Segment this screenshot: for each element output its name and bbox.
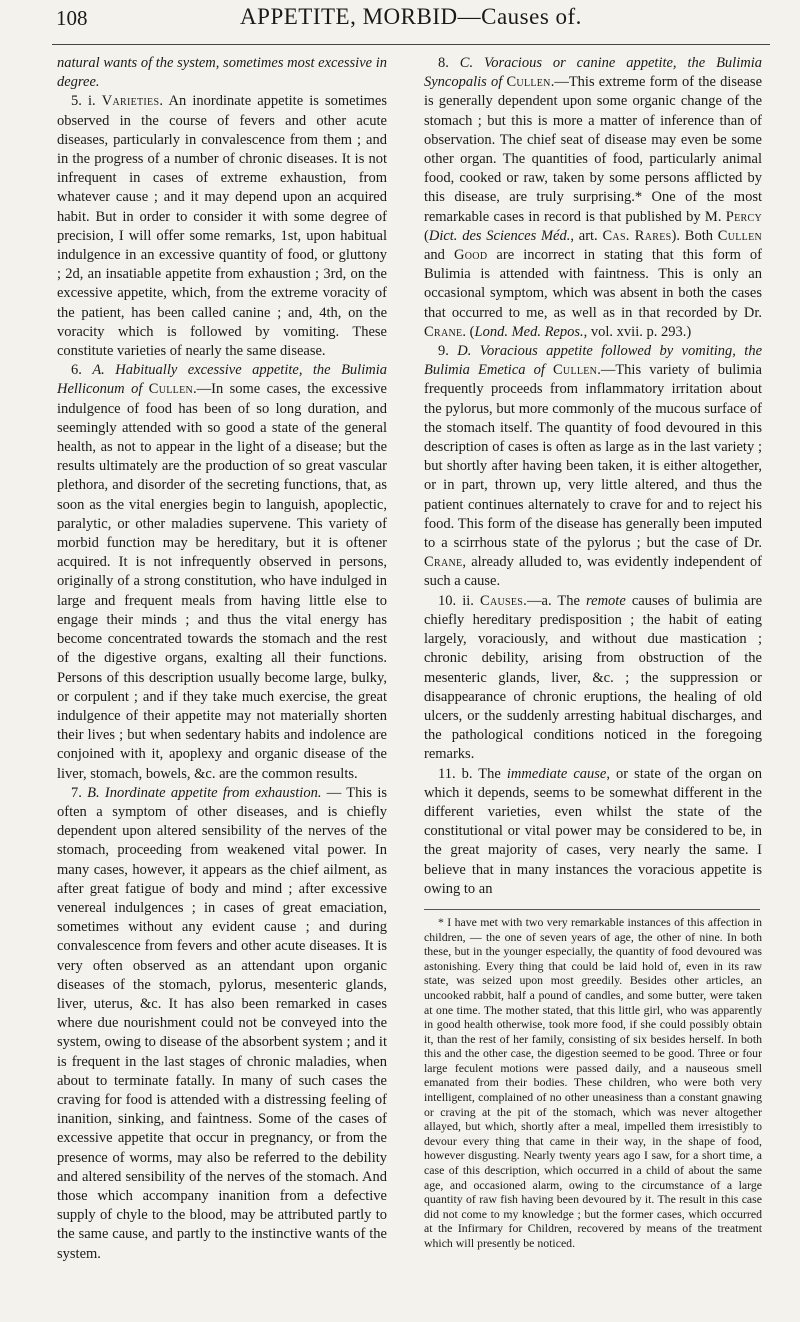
para-heading: C. Voracious or canine appetite, the Bulimia Syncopalis of <box>424 55 762 91</box>
author-name: Good <box>454 247 488 264</box>
para-heading: D. Voracious appetite followed by vomiting, the Bulimia Emetica of <box>424 343 763 379</box>
para-number: 9. <box>438 343 458 360</box>
page-number: 108 <box>56 6 88 30</box>
right-column <box>424 54 762 1251</box>
paragraph-5 <box>57 92 387 361</box>
paragraph-6 <box>57 361 387 783</box>
author-name: Cullen <box>148 381 194 398</box>
author-name: Cullen <box>506 74 551 91</box>
author-name: Cullen <box>552 362 598 379</box>
para-text: b. The <box>461 765 507 782</box>
para-text: —a. The <box>527 592 587 609</box>
para-number: 10. ii. <box>438 592 480 609</box>
author-name: Crane <box>424 323 463 340</box>
paragraph-9 <box>424 342 762 592</box>
paragraph-10 <box>424 592 762 765</box>
emphasis: immediate cause <box>506 765 607 782</box>
paragraph-7 <box>57 784 387 1264</box>
para-number: 5. i. <box>71 93 102 110</box>
author-name: Crane <box>424 554 463 571</box>
paragraph-11 <box>424 765 762 899</box>
section-lead: Varieties. <box>101 93 164 110</box>
para-text: , already alluded to, was evidently independent of such a cause. <box>424 554 762 590</box>
citation-text: , art. <box>570 227 603 244</box>
left-column <box>57 54 387 1264</box>
citation-article: Cas. Rares <box>602 227 672 244</box>
footnote-rule <box>424 909 760 910</box>
para-number: 7. <box>71 784 88 801</box>
citation-title: Lond. Med. Repos. <box>474 323 584 340</box>
para-text: .—This variety of bulimia frequently proceeds from inflammatory irritation about the pylorus, but more commonly of the mucous surface of the stomach itself. The quantity of food devoured in this description of cases is often as large as in the last variety ; but shortly after having been taken, it is either altogether, or in part, thrown up, very little altered, and thus the patient continues alternately to crave for and to reject his food. This form of the disease has generally been imputed to a scirrhous state of the pylorus ; but the case of Dr. <box>424 362 762 552</box>
para-text: .—This extreme form of the disease is generally dependent upon some organic change of the stomach ; but this is more a matter of inference than of observation. The chief seat of disease may even be some other organ. The quantities of food, particularly animal food, cooked or raw, taken by some persons afflicted by this disease, are truly surprising.* One of the most remarkable cases in record is that published by M. <box>424 74 762 225</box>
paragraph-intro <box>57 54 387 92</box>
para-number: 8. <box>438 55 460 71</box>
paragraph-8: 8. C. Voracious or canine appetite, the Bulimia Syncopalis of Cullen.—This extreme form of the disease is generally dependent upon some organic change of the stomach ; but this is more a matter of inference than of observation. The chief seat of disease may even be some other organ. The quantities of food, particularly animal food, cooked or raw, taken by some persons afflicted by this disease, are truly surprising.* One of the most remarkable cases in record is that published by M. Percy (Dict. des Sciences Méd., art. Cas. Rares). Both Cullen and Good are incorrect in stating that this form of Bulimia is attended with faintness. This is only an occasional symptom, which was absent in both the cases that occurred to me, as well as in that recorded by Dr. Crane. (Lond. Med. Repos., vol. xvii. p. 293.) <box>424 55 763 340</box>
para-text: — This is often a symptom of other diseases, and is chiefly dependent upon altered sensibility of the nerves of the stomach, proceeding from weakened vital power. In many cases, however, it appears as the chief ailment, as after great fatigue of body and mind ; after excessive venereal indulgences ; in cases of great emaciation, sometimes without any evident cause ; and during convalescence from fevers and other acute diseases. It is very often observed as an attendant upon organic diseases of the stomach, pylorus, mesenteric glands, liver, uterus, &c. It has also been remarked in cases where due nourishment could not be conveyed into the system, owing to disease of the absorbent system ; and it is frequent in the last stages of chronic maladies, when about to terminate fatally. In many of such cases the craving for food is attended with a distressing feeling of inanition, sinking, and faintness. Some of the cases of excessive appetite that occur in pregnancy, or from the presence of worms, may also be referred to the debility and altered sensibility of the nerves of the stomach. And those which accompany inanition from a defective supply of chyle to the blood, may be attributed partly to the same cause, and partly to the instinctive wants of the system. <box>57 784 387 1262</box>
running-title: APPETITE, MORBID—Causes of. <box>240 4 582 29</box>
para-heading: A. Habitually excessive appetite, the Bulimia Helliconum of <box>57 362 387 398</box>
emphasis: remote <box>586 592 626 609</box>
para-text: .—In some cases, the excessive indulgence of food has been of so long duration, and seemingly attended with so good a state of the general health, as not to appear in the light of a disease; but the results ultimately are the production of so great vascular plethora, and disorder of the secreting functions, that, as soon as the vital energies begin to languish, apoplectic, paralytic, or other maladies supervene. This variety of morbid function may be hereditary, but it is oftener acquired. It is not infrequently observed in persons, originally of a strong constitution, who have indulged in large and frequent meals from having little else to engage their minds ; and thus the vital energy has become concentrated towards the stomach and the rest of the digestive organs, exalting all their functions. Persons of this description usually become large, bulky, or corpulent ; and if they take much exercise, the great indulgence of their appetite may not materially shorten their lives ; but when sedentary habits and indolence are conjoined with it, apoplexy and organic disease of the liver, stomach, bowels, &c. are the common results. <box>57 381 387 782</box>
page-header <box>52 0 770 45</box>
intro-text: natural wants of the system, sometimes most excessive in degree. <box>57 55 387 91</box>
para-text: An inordinate appetite is sometimes observed in the course of fevers and other acute diseases, particularly in convalescence from them ; and in the progress of a number of chronic diseases. It is not infrequent in cases of extreme exhaustion, from whatever cause ; and it may depend upon an acquired habit. But in order to consider it with some degree of precision, I will offer some remarks, 1st, upon habitual indulgence in an excessive quantity of food, or gluttony ; 2d, an insatiable appetite from exhaustion ; 3rd, on the excessive appetite, which, from the extreme voracity of the patient, has been called canine ; and, 4th, on the voracity which is followed by vomiting. These constitute varieties of nearly the same disease. <box>57 93 388 360</box>
para-number: 11. <box>438 765 462 782</box>
citation-title: Dict. des Sciences Méd. <box>428 227 571 244</box>
para-text: causes of bulimia are chiefly hereditary predisposition ; the habit of eating largely, voraciously, and without due mastication ; chronic debility, arising from obstruction of the mesenteric glands, liver, &c. ; the suppression or disappearance of chronic eruptions, the healing of old ulcers, or the suddenly arresting habitual discharges, and the pathological conditions noticed in the foregoing remarks. <box>424 592 763 763</box>
author-name: Cullen <box>717 227 763 244</box>
para-text: and <box>424 247 455 264</box>
para-text: are incorrect in stating that this form of Bulimia is attended with faintness. This is only an occasional symptom, which was absent in both the cases that occurred to me, as well as in that recorded by Dr. <box>424 247 763 321</box>
section-lead: Causes. <box>479 592 528 609</box>
citation-text: , vol. xvii. p. 293.) <box>583 323 692 340</box>
para-text: , or state of the organ on which it depends, seems to be somewhat different in the different varieties, even whilst the state of the constitutional or vital power may be considered to be, in the great majority of cases, very nearly the same. I believe that in many instances the voracious appetite is owing to an <box>424 765 762 897</box>
para-heading: B. Inordinate appetite from exhaustion. <box>87 784 322 801</box>
para-number: 6. <box>71 362 93 379</box>
para-text: . Both <box>676 227 718 244</box>
footnote: * I have met with two very remarkable instances of this affection in children, — the one of seven years of age, the other of nine. In both these, but in the younger especially, the quantity of food devoured was astonishing. Every thing that could be laid hold of, even in its raw state, was seized upon most greedily. Besides other articles, an uncooked rabbit, half a pound of candles, and some butter, were taken at one time. The mother stated, that this little girl, who was apparently in good health otherwise, took more food, if she could possibly obtain it, than the rest of her family, consisting of six besides herself. In both this and the other case, the digestion seemed to be good. Three or four large feculent motions were passed daily, and a nauseous smell emanated from their bodies. These children, who were both very intelligent, complained of no other uneasiness than a constant gnawing or craving at the pit of the stomach, which was never altogether allayed, but which, shortly after a meal, impelled them irresistibly to devour every thing that came in their way, in the shape of food, however disgusting. Nearly twenty years ago I saw, for a short time, a case of this description, which occurred in a child of about the same age, and occasioned alarm, owing to the circumstance of a large quantity of raw fish having been devoured by it. The result in this case did not come to my knowledge ; but the former cases, which occurred at the Infirmary for Children, recovered by means of the treatment which will presently be noticed. <box>424 914 762 1250</box>
author-name: Percy <box>725 208 762 225</box>
